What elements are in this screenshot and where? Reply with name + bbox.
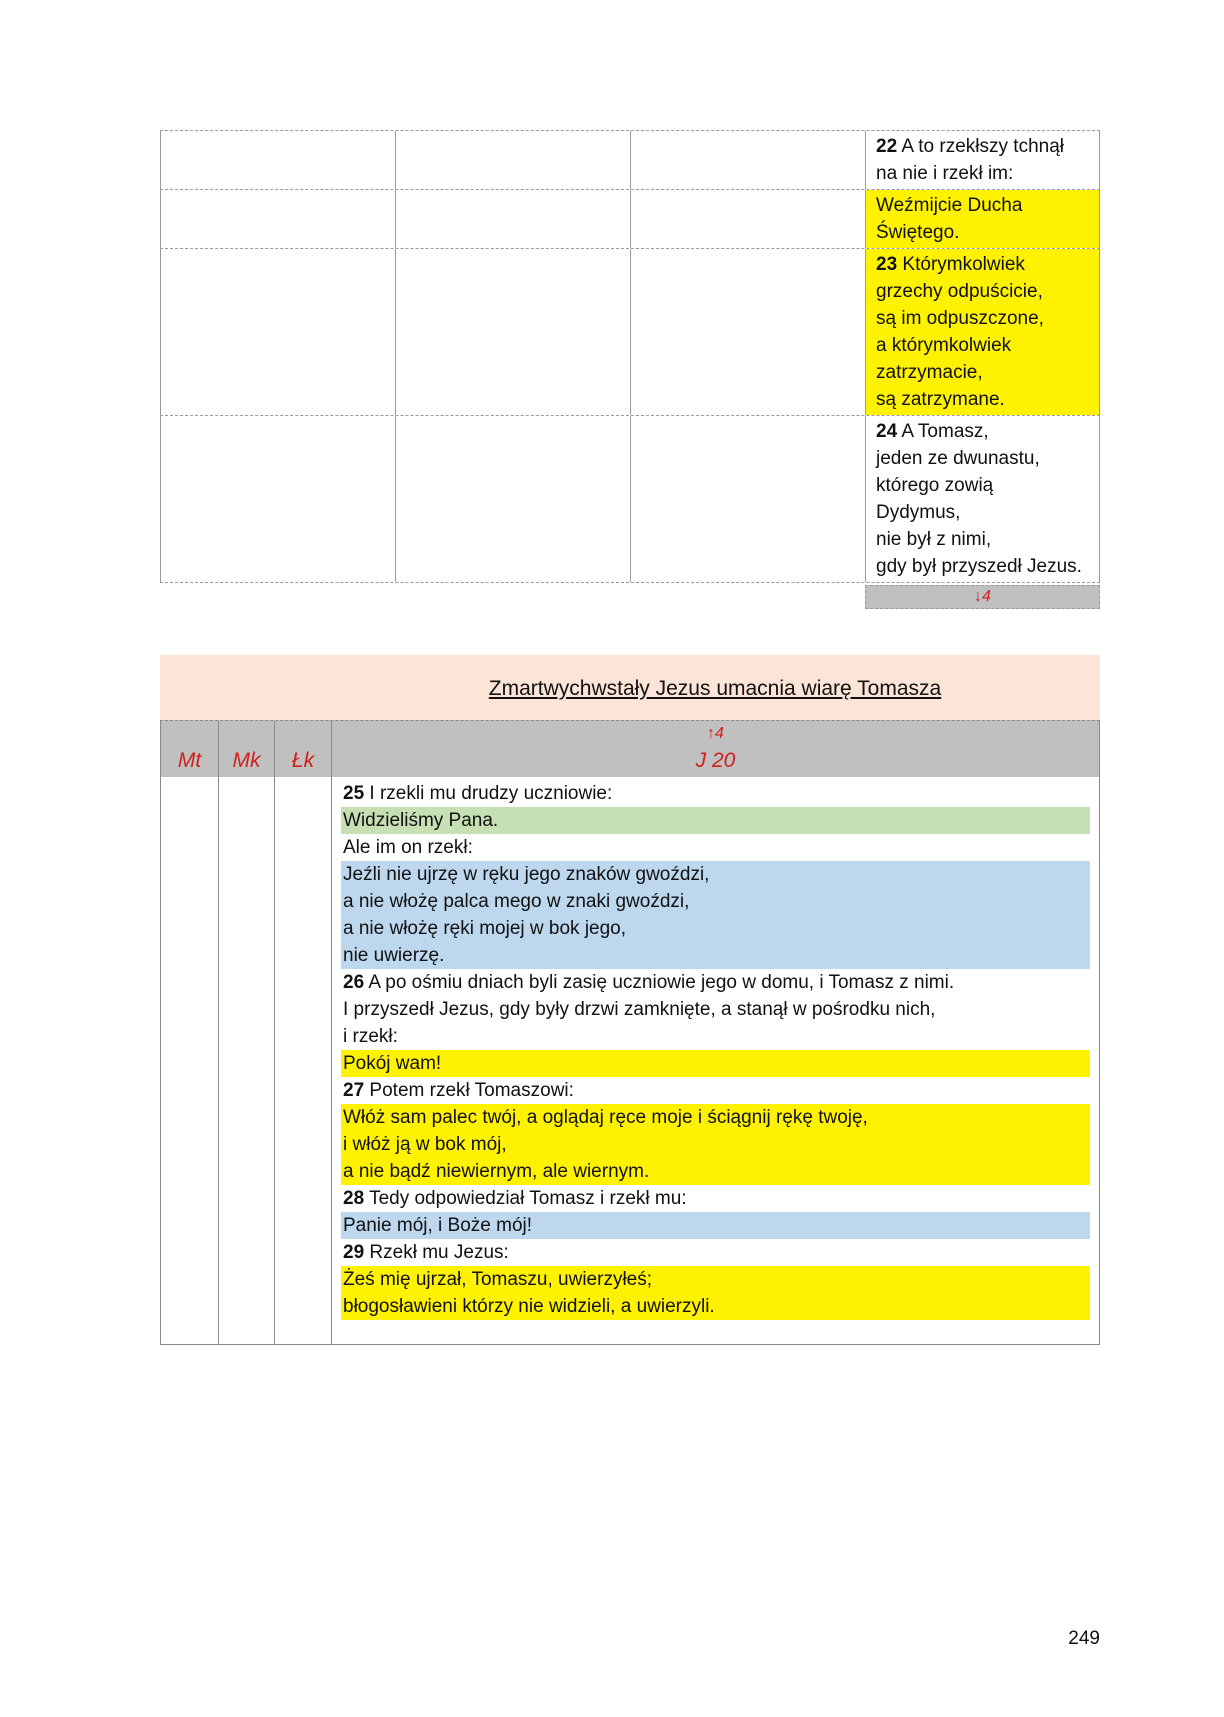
verse-number: 23 <box>876 254 898 275</box>
verse-text: Tedy odpowiedział Tomasz i rzekł mu: <box>364 1188 687 1209</box>
text-line <box>341 1077 1090 1104</box>
column-body-mt <box>160 776 218 1344</box>
verse-cell <box>865 249 1100 415</box>
text-line <box>341 861 1090 888</box>
verse-text: są zatrzymane. <box>876 389 1005 410</box>
verse-text: A to rzekłszy tchnął <box>897 136 1064 157</box>
text-line <box>341 1212 1090 1239</box>
verse-number: 26 <box>343 972 365 993</box>
verse-text: nie uwierzę. <box>343 945 445 966</box>
text-line <box>341 1239 1090 1266</box>
cross-reference-up: ↑4 <box>707 725 724 742</box>
verse-text: i włóż ją w bok mój, <box>343 1134 507 1155</box>
text-line <box>341 1131 1090 1158</box>
verse-text: Którymkolwiek <box>897 254 1025 275</box>
empty-cell <box>395 249 630 415</box>
text-line <box>341 1050 1090 1077</box>
verse-number: 28 <box>343 1188 365 1209</box>
empty-cell <box>395 416 630 582</box>
text-line <box>876 359 1089 386</box>
verse-text: są im odpuszczone, <box>876 308 1044 329</box>
text-line <box>876 418 1089 445</box>
verse-text: grzechy odpuścicie, <box>876 281 1043 302</box>
text-line <box>341 807 1090 834</box>
text-line <box>876 472 1089 499</box>
empty-cell <box>160 190 395 248</box>
verse-text: Jeźli nie ujrzę w ręku jego znaków gwoździ, <box>343 864 710 885</box>
text-line <box>876 192 1089 219</box>
section-header <box>160 655 1100 720</box>
text-line <box>341 780 1090 807</box>
verse-text: I przyszedł Jezus, gdy były drzwi zamknięte, a stanął w pośrodku nich, <box>343 999 936 1020</box>
verse-text: jeden ze dwunastu, <box>876 448 1040 469</box>
column-label-lk: Łk <box>291 749 315 772</box>
column-header-j <box>331 721 1100 777</box>
verse-text: Rzekł mu Jezus: <box>364 1242 509 1263</box>
text-line <box>876 526 1089 553</box>
text-line <box>341 1158 1090 1185</box>
verse-text: Potem rzekł Tomaszowi: <box>364 1080 574 1101</box>
table-row <box>160 189 1100 248</box>
text-line <box>876 445 1089 472</box>
table-row <box>160 415 1100 583</box>
column-header-mt <box>160 721 218 777</box>
verse-text: i rzekł: <box>343 1026 398 1047</box>
table-row <box>160 130 1100 189</box>
empty-cell <box>160 416 395 582</box>
empty-cell <box>160 249 395 415</box>
text-line <box>341 915 1090 942</box>
verse-number: 24 <box>876 421 898 442</box>
page-number: 249 <box>1068 1628 1100 1649</box>
empty-cell <box>630 190 865 248</box>
verse-cell <box>865 416 1100 582</box>
passage-row <box>160 776 1100 1345</box>
text-line <box>876 251 1089 278</box>
column-header-row <box>160 720 1100 777</box>
text-line <box>876 332 1089 359</box>
passage-text <box>332 776 1099 1320</box>
column-header-mk <box>218 721 274 777</box>
verse-text: a nie bądź niewiernym, ale wiernym. <box>343 1161 650 1182</box>
table-row <box>160 248 1100 415</box>
verse-text: Widzieliśmy Pana. <box>343 810 499 831</box>
text-line <box>341 969 1090 996</box>
verse-text: Ale im on rzekł: <box>343 837 473 858</box>
verse-text: a nie włożę ręki mojej w bok jego, <box>343 918 627 939</box>
text-line <box>341 888 1090 915</box>
empty-cell <box>630 249 865 415</box>
text-line <box>341 834 1090 861</box>
text-line <box>876 219 1089 246</box>
text-line <box>876 133 1089 160</box>
verse-number: 29 <box>343 1242 365 1263</box>
verse-text: Włóż sam palec twój, a oglądaj ręce moje i ściągnij rękę twoję, <box>343 1107 868 1128</box>
column-body-mk <box>218 776 274 1344</box>
text-line <box>876 553 1089 580</box>
verse-cell <box>865 190 1100 248</box>
verse-text: Dydymus, <box>876 502 961 523</box>
text-line <box>341 996 1090 1023</box>
verse-text: Weźmijcie Ducha <box>876 195 1023 216</box>
verse-text: Świętego. <box>876 222 960 243</box>
verse-text: nie był z nimi, <box>876 529 992 550</box>
verse-text: zatrzymacie, <box>876 362 983 383</box>
column-body-j <box>331 776 1100 1344</box>
empty-cell <box>395 190 630 248</box>
text-line <box>876 278 1089 305</box>
verse-text: A po ośmiu dniach byli zasię uczniowie jego w domu, i Tomasz z nimi. <box>364 972 955 993</box>
verse-text: którego zowią <box>876 475 994 496</box>
section-title: Zmartwychwstały Jezus umacnia wiarę Tomasza <box>488 677 942 700</box>
verse-number: 25 <box>343 783 365 804</box>
cross-reference-down: ↓4 <box>865 585 1100 609</box>
text-line <box>341 1185 1090 1212</box>
empty-cell <box>395 131 630 189</box>
empty-cell <box>630 131 865 189</box>
column-label-mk: Mk <box>232 749 261 772</box>
verse-text: A Tomasz, <box>897 421 989 442</box>
text-line <box>341 1023 1090 1050</box>
verse-cell <box>865 131 1100 189</box>
text-line <box>876 386 1089 413</box>
text-line <box>341 1266 1090 1293</box>
text-line <box>876 305 1089 332</box>
top-table <box>160 130 1100 583</box>
text-line <box>341 1293 1090 1320</box>
column-body-lk <box>274 776 331 1344</box>
column-header-lk <box>274 721 331 777</box>
column-label-mt: Mt <box>177 749 202 772</box>
verse-text: gdy był przyszedł Jezus. <box>876 556 1082 577</box>
verse-number: 22 <box>876 136 898 157</box>
verse-text: Żeś mię ujrzał, Tomaszu, uwierzyłeś; <box>343 1269 653 1290</box>
text-line <box>341 1104 1090 1131</box>
text-line <box>341 942 1090 969</box>
verse-text: a którymkolwiek <box>876 335 1012 356</box>
verse-text: Pokój wam! <box>343 1053 442 1074</box>
empty-cell <box>630 416 865 582</box>
verse-text: I rzekli mu drudzy uczniowie: <box>364 783 613 804</box>
text-line <box>876 160 1089 187</box>
verse-text: a nie włożę palca mego w znaki gwoździ, <box>343 891 690 912</box>
verse-text: błogosławieni którzy nie widzieli, a uwierzyli. <box>343 1296 715 1317</box>
column-label-j: J 20 <box>695 749 736 772</box>
empty-cell <box>160 131 395 189</box>
verse-number: 27 <box>343 1080 365 1101</box>
verse-text: Panie mój, i Boże mój! <box>343 1215 533 1236</box>
verse-text: na nie i rzekł im: <box>876 163 1014 184</box>
text-line <box>876 499 1089 526</box>
